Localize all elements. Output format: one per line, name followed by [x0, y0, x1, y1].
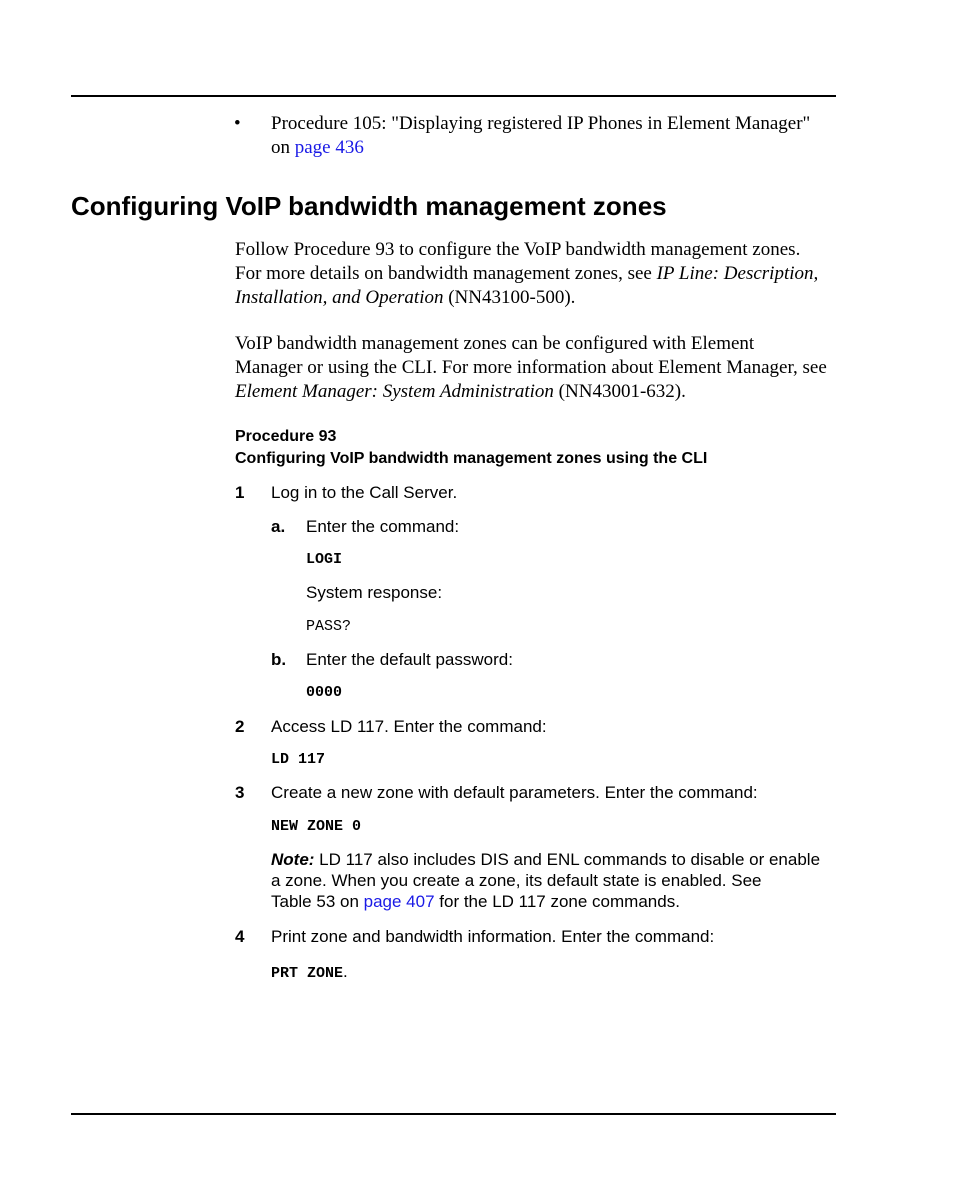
step-3-text: Create a new zone with default parameters. Enter the command: — [271, 783, 758, 802]
header-rule — [71, 95, 836, 97]
note-block: Note: LD 117 also includes DIS and ENL commands to disable or enable a zone. When you create a zone, its default state is enabled. See Table 53 on page 407 for the LD 117 zone commands. — [271, 850, 821, 911]
command-new-zone: NEW ZONE 0 — [271, 818, 362, 835]
step-4-number: 4 — [235, 927, 245, 946]
step-1-text: Log in to the Call Server. — [271, 483, 458, 502]
step-1a-text: Enter the command: — [306, 517, 460, 536]
doc-title-ref-2: Element Manager: System Administration — [235, 381, 554, 402]
response-pass: PASS? — [306, 618, 352, 635]
step-2-text: Access LD 117. Enter the command: — [271, 717, 547, 736]
page-436-link[interactable]: page 436 — [294, 137, 364, 158]
element-manager-paragraph: VoIP bandwidth management zones can be configured with Element Manager or using the CLI. For more information about Element Manager, see Element Manager: System Administration (NN43001-632). — [235, 333, 827, 402]
step-1b-label: b. — [271, 650, 287, 669]
command-ld-117: LD 117 — [271, 751, 326, 768]
step-4-text: Print zone and bandwidth information. Enter the command: — [271, 927, 715, 946]
bullet-line-1: Procedure 105: "Displaying registered IP Phones in Element Manager" — [271, 113, 811, 134]
note-label: Note: — [271, 850, 315, 869]
footer-rule — [71, 1113, 836, 1115]
command-prt-zone-line: PRT ZONE. — [271, 962, 348, 982]
bullet-marker: • — [234, 113, 241, 134]
page-407-link[interactable]: page 407 — [363, 892, 435, 911]
step-1b-text: Enter the default password: — [306, 650, 513, 669]
command-prt-zone: PRT ZONE — [271, 965, 344, 982]
step-1a-label: a. — [271, 517, 286, 536]
bullet-item — [271, 112, 841, 160]
step-1-number: 1 — [235, 483, 245, 502]
intro-paragraph: Follow Procedure 93 to configure the VoIP bandwidth management zones. For more details on bandwidth management zones, see IP Line: Description, Installation, and Operation (NN43100-500). — [235, 239, 819, 308]
procedure-title: Configuring VoIP bandwidth management zones using the CLI — [235, 450, 708, 467]
bullet-line-2: on page 436 — [271, 137, 364, 158]
command-password: 0000 — [306, 684, 343, 701]
section-heading: Configuring VoIP bandwidth management zones — [71, 191, 667, 221]
doc-title-ref: IP Line: Description, — [656, 263, 819, 284]
step-2-number: 2 — [235, 717, 245, 736]
system-response-label: System response: — [306, 583, 443, 602]
step-3-number: 3 — [235, 783, 245, 802]
command-logi: LOGI — [306, 551, 343, 568]
procedure-number: Procedure 93 — [235, 428, 337, 445]
